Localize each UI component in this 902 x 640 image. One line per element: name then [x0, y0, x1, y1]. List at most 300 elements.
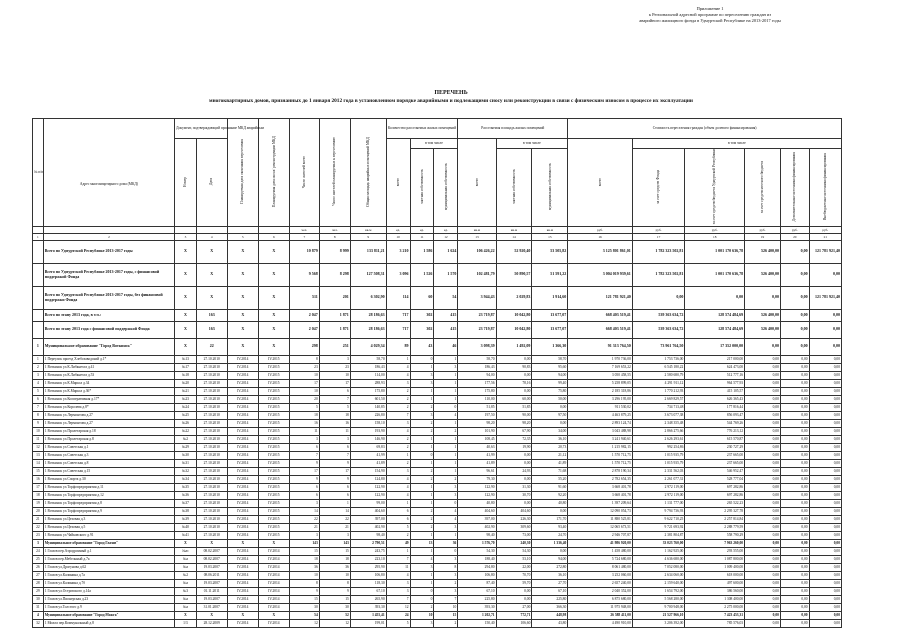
- row-number: 11: [33, 435, 44, 443]
- row-cell-rep: 618 000,00: [685, 571, 745, 579]
- row-cell-zero: 0,00: [780, 515, 809, 523]
- row-cell-zero: 0,00: [809, 427, 841, 435]
- row-cell-zero: 0,00: [745, 555, 781, 563]
- row-cell-rp: 1: [410, 443, 434, 451]
- row-cell-pp: 17: [319, 467, 350, 475]
- table-row: [33, 411, 842, 419]
- subtotal-number: 4: [33, 611, 44, 619]
- row-cell-a: 98,20: [458, 419, 496, 427]
- subtotal-cell: 1 336,40: [532, 539, 568, 547]
- row-cell-zero: 0,00: [780, 443, 809, 451]
- summary-cell: 52 920,40: [496, 240, 532, 263]
- row-cell-pp: 18: [319, 555, 350, 563]
- row-cell-area: 41,89: [350, 459, 386, 467]
- row-cell-zero: 0,00: [809, 571, 841, 579]
- row-cell-num: №22: [175, 427, 197, 435]
- subtotal-cell: 33 023 760,00: [632, 539, 685, 547]
- document-title: [0, 90, 902, 105]
- table-row: [33, 363, 842, 371]
- row-cell-am: 21,12: [532, 451, 568, 459]
- row-cell-cost: 6 875 680,00: [568, 595, 633, 603]
- row-cell-fund: 2 634 060,00: [632, 571, 685, 579]
- row-number: 19: [33, 499, 44, 507]
- header-doc-date-text: Дата: [209, 178, 214, 186]
- subtotal-cell: 7 423 453,31: [685, 611, 745, 619]
- subtotal-cell: 41 986 920,00: [568, 539, 633, 547]
- row-address: 1 Глазов ул.Толстого д.9: [43, 603, 174, 611]
- row-address: 1 Воткинск ул.К.Либкнехта д.41: [43, 363, 174, 371]
- row-cell-p: 6: [289, 443, 319, 451]
- row-cell-p: 21: [289, 523, 319, 531]
- row-cell-fund: 2 669 829,57: [632, 395, 685, 403]
- summary-cell: X: [196, 286, 227, 309]
- row-cell-zero: 0,00: [745, 531, 781, 539]
- row-cell-cost: 2 878 190,34: [568, 467, 633, 475]
- summary-cell: 302: [410, 309, 434, 321]
- row-cell-rm: 0: [434, 547, 458, 555]
- table-row: [33, 419, 842, 427]
- summary-row: [33, 321, 842, 338]
- summary-cell: 0,00: [780, 309, 809, 321]
- row-cell-zero: 0,00: [745, 387, 781, 395]
- subtotal-label: Муниципальное образование "Город Глазов": [43, 539, 174, 547]
- row-cell-num: №а: [175, 603, 197, 611]
- row-cell-am: 40,80: [532, 499, 568, 507]
- row-cell-zero: 0,00: [780, 587, 809, 595]
- summary-cell: 54: [434, 286, 458, 309]
- row-cell-cost: 7 169 653,22: [568, 363, 633, 371]
- row-cell-zero: 0,00: [809, 547, 841, 555]
- summary-cell: 0,00: [745, 338, 781, 355]
- row-cell-zero: 0,00: [745, 403, 781, 411]
- subtotal-cell: 448,98: [532, 611, 568, 619]
- unit-cell: кв.м: [496, 226, 532, 233]
- row-cell-rep: 964 577,93: [685, 379, 745, 387]
- row-cell-num: №41: [175, 531, 197, 539]
- summary-cell: X: [258, 286, 289, 309]
- row-cell-rp: 1: [410, 435, 434, 443]
- row-cell-cost: 12 065 673,51: [568, 523, 633, 531]
- subtotal-cell: X: [175, 539, 197, 547]
- row-cell-date: 27.10.2010: [196, 387, 227, 395]
- header-residents: [289, 119, 319, 227]
- row-cell-zero: 0,00: [745, 563, 781, 571]
- row-cell-rep: 497 600,00: [685, 579, 745, 587]
- row-cell-a: 122,90: [458, 483, 496, 491]
- row-cell-zero: 0,00: [809, 403, 841, 411]
- row-cell-am: 0,00: [532, 419, 568, 427]
- row-cell-am: 36,10: [532, 435, 568, 443]
- row-number: 1: [33, 355, 44, 363]
- subtotal-cell: 0,00: [809, 539, 841, 547]
- summary-cell: X: [196, 263, 227, 286]
- row-cell-dem: IV.2015: [258, 427, 289, 435]
- row-cell-zero: 0,00: [780, 411, 809, 419]
- row-cell-rp: 2: [410, 475, 434, 483]
- row-cell-date: 27.10.2010: [196, 355, 227, 363]
- subtotal-cell: 0,00: [745, 539, 781, 547]
- summary-cell: 50 890,57: [496, 263, 532, 286]
- row-cell-dem: IV.2015: [258, 355, 289, 363]
- row-cell-area: 393,30: [350, 603, 386, 611]
- row-cell-zero: 0,00: [745, 483, 781, 491]
- row-cell-rep: 2 257 814,84: [685, 515, 745, 523]
- summary-cell: 46: [434, 338, 458, 355]
- row-cell-ap: 0,00: [496, 595, 532, 603]
- summary-cell: 511: [289, 286, 319, 309]
- summary-cell: 1 366,30: [532, 338, 568, 355]
- row-cell-a: 110,00: [458, 395, 496, 403]
- row-cell-end: IV.2014: [227, 363, 258, 371]
- row-cell-num: №3: [175, 587, 197, 595]
- row-cell-rm: 1: [434, 443, 458, 451]
- summary-row-label: Всего по этапу 2013 года, в т.ч.:: [43, 309, 174, 321]
- unit-cell: ед.: [434, 226, 458, 233]
- row-cell-end: IV.2014: [227, 435, 258, 443]
- row-cell-zero: 0,00: [809, 499, 841, 507]
- table-row: [33, 395, 842, 403]
- appendix-note: [590, 6, 830, 25]
- row-cell-dem: IV.2015: [258, 531, 289, 539]
- row-cell-num: №37: [175, 499, 197, 507]
- row-cell-end: IV.2014: [227, 571, 258, 579]
- row-cell-ap: 404,60: [496, 507, 532, 515]
- row-cell-end: IV.2014: [227, 451, 258, 459]
- row-number: 23: [33, 531, 44, 539]
- row-cell-area: 404,60: [350, 507, 386, 515]
- row-cell-zero: 0,00: [809, 531, 841, 539]
- row-cell-pp: 6: [319, 443, 350, 451]
- row-cell-am: 75,80: [532, 387, 568, 395]
- row-cell-a: 87,40: [458, 579, 496, 587]
- column-number: 10: [386, 233, 410, 240]
- row-cell-zero: 0,00: [780, 619, 809, 627]
- appendix-line-3: аварийного жилищного фонда в Удмуртской Республике на 2013-2017 годы: [639, 18, 781, 24]
- row-cell-p: 9: [289, 587, 319, 595]
- row-cell-rep: 386 560,00: [685, 587, 745, 595]
- row-cell-cost: 1 215 982,15: [568, 443, 633, 451]
- row-cell-zero: 0,00: [745, 579, 781, 587]
- table-row: [33, 595, 842, 603]
- row-cell-zero: 0,00: [780, 523, 809, 531]
- row-cell-pp: 3: [319, 435, 350, 443]
- subtotal-cell: 15: [434, 611, 458, 619]
- summary-row-label: Всего по этапу 2013 года с финансовой поддержкой Фонда: [43, 321, 174, 338]
- row-cell-end: IV.2014: [227, 619, 258, 627]
- row-address: 1 Воткинск ул.Торфопредприятия д.12: [43, 491, 174, 499]
- summary-cell: 1 871: [319, 321, 350, 338]
- row-number: 30: [33, 595, 44, 603]
- row-cell-date: 27.10.2010: [196, 411, 227, 419]
- row-cell-r: 1: [386, 451, 410, 459]
- row-cell-am: 225,80: [532, 595, 568, 603]
- row-cell-zero: 0,00: [780, 531, 809, 539]
- row-cell-rp: 2: [410, 507, 434, 515]
- subtotal-row: [33, 611, 842, 619]
- row-cell-a: 108,45: [458, 435, 496, 443]
- table-body: [33, 226, 842, 627]
- summary-cell: 1 871: [319, 309, 350, 321]
- row-cell-rp: 2: [410, 515, 434, 523]
- row-cell-p: 15: [289, 547, 319, 555]
- summary-cell: 0,00: [745, 286, 781, 309]
- row-cell-fund: 3 206 392,00: [632, 619, 685, 627]
- row-cell-cost: 2 185 318,86: [568, 387, 633, 395]
- row-cell-zero: 0,00: [809, 555, 841, 563]
- row-cell-rm: 4: [434, 411, 458, 419]
- row-cell-rp: 0: [410, 451, 434, 459]
- header-area-total-text: всего: [474, 177, 479, 186]
- row-cell-zero: 0,00: [745, 467, 781, 475]
- row-cell-rp: 2: [410, 603, 434, 611]
- row-cell-rm: 3: [434, 587, 458, 595]
- row-cell-rp: 2: [410, 523, 434, 531]
- header-rooms-total: [386, 139, 410, 227]
- row-address: 1 Глазов ул.Пионерская д.23: [43, 595, 174, 603]
- row-cell-rp: 1: [410, 491, 434, 499]
- row-cell-end: IV.2014: [227, 411, 258, 419]
- row-cell-pp: 10: [319, 571, 350, 579]
- summary-cell: 3 125 801 861,01: [568, 240, 633, 263]
- subtotal-cell: 240,30: [496, 539, 532, 547]
- row-cell-end: IV.2014: [227, 555, 258, 563]
- summary-cell: 1 624: [434, 240, 458, 263]
- row-cell-pp: 3: [319, 355, 350, 363]
- row-cell-zero: 0,00: [745, 371, 781, 379]
- row-cell-rep: 177 816,44: [685, 403, 745, 411]
- summary-cell: 1 782 323 502,81: [632, 263, 685, 286]
- row-cell-rm: 10: [434, 603, 458, 611]
- row-cell-end: IV.2014: [227, 419, 258, 427]
- row-cell-rm: 3: [434, 523, 458, 531]
- header-rooms-municipal: [434, 149, 458, 227]
- row-cell-cost: 5 258 899,05: [568, 379, 633, 387]
- row-cell-cost: 8 061 480,00: [568, 563, 633, 571]
- unit-cell: ед.: [386, 226, 410, 233]
- row-cell-dem: IV.2014: [258, 603, 289, 611]
- subtotal-row: [33, 539, 842, 547]
- row-cell-am: 91,60: [532, 483, 568, 491]
- row-cell-r: 6: [386, 515, 410, 523]
- summary-cell: 4 029,34: [350, 338, 386, 355]
- row-cell-rm: 0: [434, 403, 458, 411]
- summary-cell: 0,00: [809, 263, 841, 286]
- row-address: 1 Воткинск ул.Лермонтова д.27: [43, 419, 174, 427]
- row-address: 1 Воткинск ул.Королева д.8*: [43, 403, 174, 411]
- row-cell-ap: 72,35: [496, 435, 532, 443]
- row-cell-end: IV.2014: [227, 595, 258, 603]
- row-number: 15: [33, 467, 44, 475]
- row-cell-cost: 1 397 209,64: [568, 499, 633, 507]
- row-cell-zero: 0,00: [780, 555, 809, 563]
- appendix-line-1: Приложение 1: [696, 6, 724, 11]
- header-rooms-private-text: частная собственность: [419, 169, 424, 205]
- row-cell-zero: 0,00: [780, 499, 809, 507]
- row-cell-zero: 0,00: [745, 459, 781, 467]
- row-cell-rm: 1: [434, 387, 458, 395]
- row-cell-r: 4: [386, 483, 410, 491]
- row-cell-zero: 0,00: [780, 467, 809, 475]
- summary-cell: 121 781 921,40: [809, 286, 841, 309]
- row-cell-num: №29: [175, 443, 197, 451]
- row-cell-dem: IV.2015: [258, 371, 289, 379]
- row-cell-zero: 0,00: [745, 515, 781, 523]
- row-cell-rm: 1: [434, 395, 458, 403]
- row-cell-p: 8: [289, 355, 319, 363]
- row-cell-pp: 9: [319, 587, 350, 595]
- row-cell-rp: 3: [410, 411, 434, 419]
- row-cell-cost: 1 570 712,75: [568, 459, 633, 467]
- summary-cell: X: [227, 321, 258, 338]
- row-cell-zero: 0,00: [780, 507, 809, 515]
- row-cell-r: 2: [386, 403, 410, 411]
- row-cell-p: 9: [289, 475, 319, 483]
- row-cell-area: 226,80: [350, 411, 386, 419]
- row-cell-am: 171,70: [532, 515, 568, 523]
- column-number: 19: [745, 233, 781, 240]
- row-cell-am: 99,40: [532, 379, 568, 387]
- row-cell-end: IV.2014: [227, 443, 258, 451]
- row-cell-date: 19.03.2007: [196, 579, 227, 587]
- row-cell-zero: 0,00: [745, 547, 781, 555]
- row-cell-rp: 2: [410, 403, 434, 411]
- register-table: [32, 118, 842, 628]
- row-cell-fund: 1 015 935,79: [632, 459, 685, 467]
- summary-cell: 251: [319, 338, 350, 355]
- row-cell-r: 3: [386, 379, 410, 387]
- row-cell-end: IV.2014: [227, 387, 258, 395]
- summary-cell: 0,00: [809, 321, 841, 338]
- subtotal-cell: 0,00: [780, 539, 809, 547]
- row-cell-dem: IV.2015: [258, 483, 289, 491]
- summary-row-number: [33, 240, 44, 263]
- row-cell-a: 67,10: [458, 587, 496, 595]
- summary-cell: 0,00: [632, 286, 685, 309]
- row-cell-zero: 0,00: [809, 371, 841, 379]
- summary-cell: 0,00: [809, 338, 841, 355]
- row-cell-num: №а: [175, 595, 197, 603]
- unit-cell: руб.: [685, 226, 745, 233]
- column-number: 14: [496, 233, 532, 240]
- header-rooms-municipal-text: муниципальная собственность: [443, 163, 448, 211]
- unit-cell: руб.: [568, 226, 633, 233]
- summary-row-number: 1: [33, 338, 44, 355]
- summary-cell: 28 186,63: [350, 321, 386, 338]
- summary-cell: 668 403 519,41: [568, 309, 633, 321]
- summary-row: [33, 240, 842, 263]
- row-cell-area: 199,01: [350, 619, 386, 627]
- row-cell-date: 27.10.2010: [196, 507, 227, 515]
- row-cell-zero: 0,00: [745, 427, 781, 435]
- row-cell-zero: 0,00: [809, 419, 841, 427]
- row-cell-fund: 2 580 680,79: [632, 371, 685, 379]
- summary-cell: 128 574 484,69: [685, 321, 745, 338]
- row-cell-ap: 70,70: [496, 571, 532, 579]
- row-number: 28: [33, 579, 44, 587]
- row-cell-a: 225,80: [458, 595, 496, 603]
- summary-cell: 415: [434, 321, 458, 338]
- table-row: [33, 427, 842, 435]
- row-cell-rm: 1: [434, 371, 458, 379]
- row-cell-cost: 911 530,02: [568, 403, 633, 411]
- header-area-in-that: в том числе: [496, 139, 568, 149]
- column-number: 20: [780, 233, 809, 240]
- column-number: 4: [196, 233, 227, 240]
- row-address: 1 Воткинск ул.К.Либкнехта д.53: [43, 371, 174, 379]
- row-cell-rp: 4: [410, 555, 434, 563]
- summary-cell: 1 586: [410, 240, 434, 263]
- unit-cell: руб.: [809, 226, 841, 233]
- row-cell-zero: 0,00: [780, 603, 809, 611]
- row-cell-ap: 0,00: [496, 371, 532, 379]
- row-cell-ap: 0,00: [496, 459, 532, 467]
- row-cell-end: IV.2014: [227, 395, 258, 403]
- header-republic-text: за счет средств бюджета Удмуртской Республики: [712, 149, 717, 225]
- row-address: 1 Воткинск ул.Спорта д.30: [43, 475, 174, 483]
- row-address: 1 Воткинск ул.Пролетарская д.8: [43, 435, 174, 443]
- summary-cell: 121 781 921,40: [809, 240, 841, 263]
- row-cell-fund: 2 972 119,00: [632, 491, 685, 499]
- row-cell-dem: IV.2015: [258, 523, 289, 531]
- row-cell-a: 393,30: [458, 603, 496, 611]
- row-cell-area: 124,80: [350, 475, 386, 483]
- row-cell-dem: IV.2015: [258, 451, 289, 459]
- row-cell-pp: 17: [319, 379, 350, 387]
- row-cell-area: 601,50: [350, 395, 386, 403]
- row-cell-r: 4: [386, 427, 410, 435]
- table-row: [33, 443, 842, 451]
- row-cell-fund: 6 545 180,22: [632, 363, 685, 371]
- row-cell-a: 197,50: [458, 411, 496, 419]
- row-cell-ap: 0,00: [496, 355, 532, 363]
- row-cell-rep: 293 555,00: [685, 547, 745, 555]
- summary-cell: 717: [386, 321, 410, 338]
- summary-cell: 53 505,82: [532, 240, 568, 263]
- row-cell-rm: 1: [434, 467, 458, 475]
- row-cell-r: 5: [386, 523, 410, 531]
- row-cell-zero: 0,00: [809, 595, 841, 603]
- row-cell-zero: 0,00: [780, 387, 809, 395]
- row-cell-area: 193,90: [350, 427, 386, 435]
- row-cell-rp: 1: [410, 531, 434, 539]
- row-cell-p: 36: [289, 563, 319, 571]
- unit-cell: ед.: [410, 226, 434, 233]
- row-cell-dem: IV.2014: [258, 595, 289, 603]
- row-cell-zero: 0,00: [809, 603, 841, 611]
- row-cell-date: 27.10.2010: [196, 475, 227, 483]
- summary-row-label: Всего по Удмуртской Республике 2013-2017 годы, с финансовой поддержкой Фонда: [43, 263, 174, 286]
- unit-cell: чел.: [319, 226, 350, 233]
- summary-row-label: Всего по Удмуртской Республике 2013-2017 годы: [43, 240, 174, 263]
- summary-cell: 717: [386, 309, 410, 321]
- row-cell-fund: 992 254,86: [632, 443, 685, 451]
- row-cell-rep: 415 105,57: [685, 387, 745, 395]
- row-number: 16: [33, 475, 44, 483]
- row-cell-zero: 0,00: [745, 419, 781, 427]
- row-address: 1 Воткинск ул.Чайковского д.91: [43, 531, 174, 539]
- row-cell-dem: IV.2015: [258, 435, 289, 443]
- row-cell-a: 54,30: [458, 547, 496, 555]
- row-cell-dem: IV.2015: [258, 467, 289, 475]
- row-cell-zero: 0,00: [780, 435, 809, 443]
- row-cell-pp: 6: [319, 387, 350, 395]
- summary-cell: 1 001 170 636,78: [685, 263, 745, 286]
- row-cell-rep: 217 000,00: [685, 355, 745, 363]
- row-cell-cost: 2 040 352,00: [568, 587, 633, 595]
- summary-row: [33, 338, 842, 355]
- row-cell-rm: 1: [434, 355, 458, 363]
- row-cell-dem: IV.2014: [258, 619, 289, 627]
